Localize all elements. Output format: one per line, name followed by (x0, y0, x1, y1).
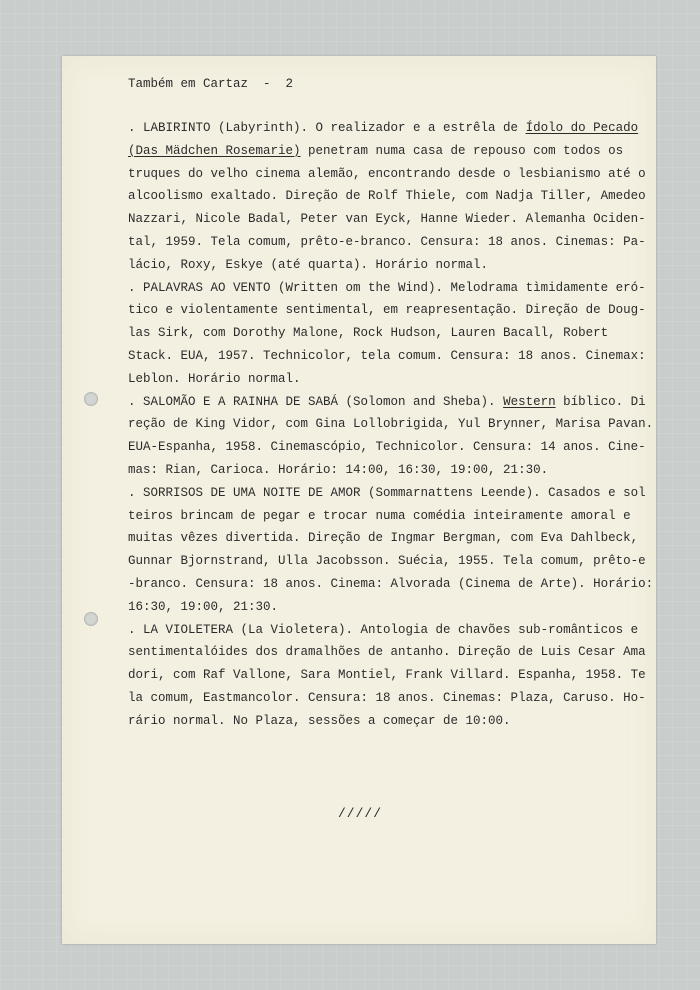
text-line (128, 278, 646, 298)
text-segment: -branco. Censura: 18 anos. Cinema: Alvorada (Cinema de Arte). Horário: (128, 577, 654, 591)
text-line (128, 665, 646, 685)
text-segment: . SALOMÃO E A RAINHA DE SABÁ (Solomon and Sheba). (128, 394, 504, 409)
text-line (128, 323, 608, 343)
text-line (128, 369, 301, 389)
text-segment: las Sirk, com Dorothy Malone, Rock Hudson, Lauren Bacall, Robert (128, 326, 609, 341)
end-mark: ///// (338, 806, 383, 821)
text-line (128, 551, 646, 571)
text-segment: bíblico. Di (555, 394, 646, 409)
underlined-title: (Das Mädchen Rosemarie) (128, 143, 301, 158)
text-line (128, 164, 646, 184)
text-segment: 16:30, 19:00, 21:30. (128, 599, 279, 614)
underlined-title: Ídolo do Pecado (525, 121, 639, 135)
text-line (128, 392, 646, 412)
text-segment: Gunnar Bjornstrand, Ulla Jacobsson. Suécia, 1955. Tela comum, prêto-e (128, 554, 646, 569)
text-segment: mas: Rian, Carioca. Horário: 14:00, 16:30, 19:00, 21:30. (128, 463, 549, 477)
text-segment: Stack. EUA, 1957. Technicolor, tela comum. Censura: 18 anos. Cinemax: (128, 349, 646, 363)
text-segment: dori, com Raf Vallone, Sara Montiel, Frank Villard. Espanha, 1958. Te (128, 668, 646, 683)
punch-hole (84, 612, 98, 626)
page-header: Também em Cartaz - 2 (128, 77, 294, 91)
text-line (128, 506, 631, 526)
text-line (128, 483, 646, 503)
text-segment: tal, 1959. Tela comum, prêto-e-branco. Censura: 18 anos. Cinemas: Pa- (128, 235, 646, 249)
text-line (128, 255, 488, 275)
text-segment: muitas vêzes divertida. Direção de Ingmar Bergman, com Eva Dahlbeck, (128, 531, 639, 546)
text-segment: la comum, Eastmancolor. Censura: 18 anos. Cinemas: Plaza, Caruso. Ho- (128, 691, 646, 705)
text-segment: teiros brincam de pegar e trocar numa comédia inteiramente amoral e (128, 508, 631, 523)
text-segment: lácio, Roxy, Eskye (até quarta). Horário normal. (128, 257, 489, 272)
text-line (128, 346, 646, 366)
text-segment: . SORRISOS DE UMA NOITE DE AMOR (Sommarnattens Leende). Casados e sol (128, 485, 646, 500)
text-line (128, 186, 646, 206)
text-segment: reção de King Vidor, com Gina Lollobrigida, Yul Brynner, Marisa Pavan. (128, 417, 654, 432)
text-segment: truques do velho cinema alemão, encontrando desde o lesbianismo até o (128, 166, 646, 181)
text-segment: sentimentalóides dos dramalhões de antanho. Direção de Luis Cesar Ama (128, 645, 646, 660)
text-segment: Leblon. Horário normal. (128, 371, 301, 386)
text-line (128, 597, 278, 617)
text-segment: Nazzari, Nicole Badal, Peter van Eyck, Hanne Wieder. Alemanha Ociden- (128, 212, 646, 227)
text-line (128, 300, 646, 320)
text-line (128, 460, 548, 480)
underlined-title: Western (503, 394, 556, 409)
text-line (128, 642, 646, 662)
text-segment: penetram numa casa de repouso com todos os (300, 143, 624, 158)
text-line (128, 711, 511, 731)
text-line (128, 141, 623, 161)
text-segment: . LA VIOLETERA (La Violetera). Antologia de chavões sub-românticos e (128, 622, 639, 637)
text-line (128, 414, 653, 434)
text-line (128, 620, 638, 640)
text-line (128, 688, 646, 708)
text-line (128, 574, 653, 594)
text-line (128, 528, 638, 548)
punch-hole (84, 392, 98, 406)
text-line (128, 209, 646, 229)
text-segment: alcoolismo exaltado. Direção de Rolf Thiele, com Nadja Tiller, Amedeo (128, 189, 646, 204)
text-segment: . LABIRINTO (Labyrinth). O realizador e a estrêla de (128, 121, 526, 135)
text-segment: tico e violentamente sentimental, em reapresentação. Direção de Doug- (128, 303, 646, 318)
text-segment: . PALAVRAS AO VENTO (Written om the Wind). Melodrama tìmidamente eró- (128, 280, 646, 295)
text-segment: EUA-Espanha, 1958. Cinemascópio, Technicolor. Censura: 14 anos. Cine- (128, 440, 646, 455)
text-line (128, 232, 646, 252)
text-line (128, 118, 638, 138)
text-line (128, 437, 646, 457)
text-segment: rário normal. No Plaza, sessões a começar de 10:00. (128, 713, 511, 728)
